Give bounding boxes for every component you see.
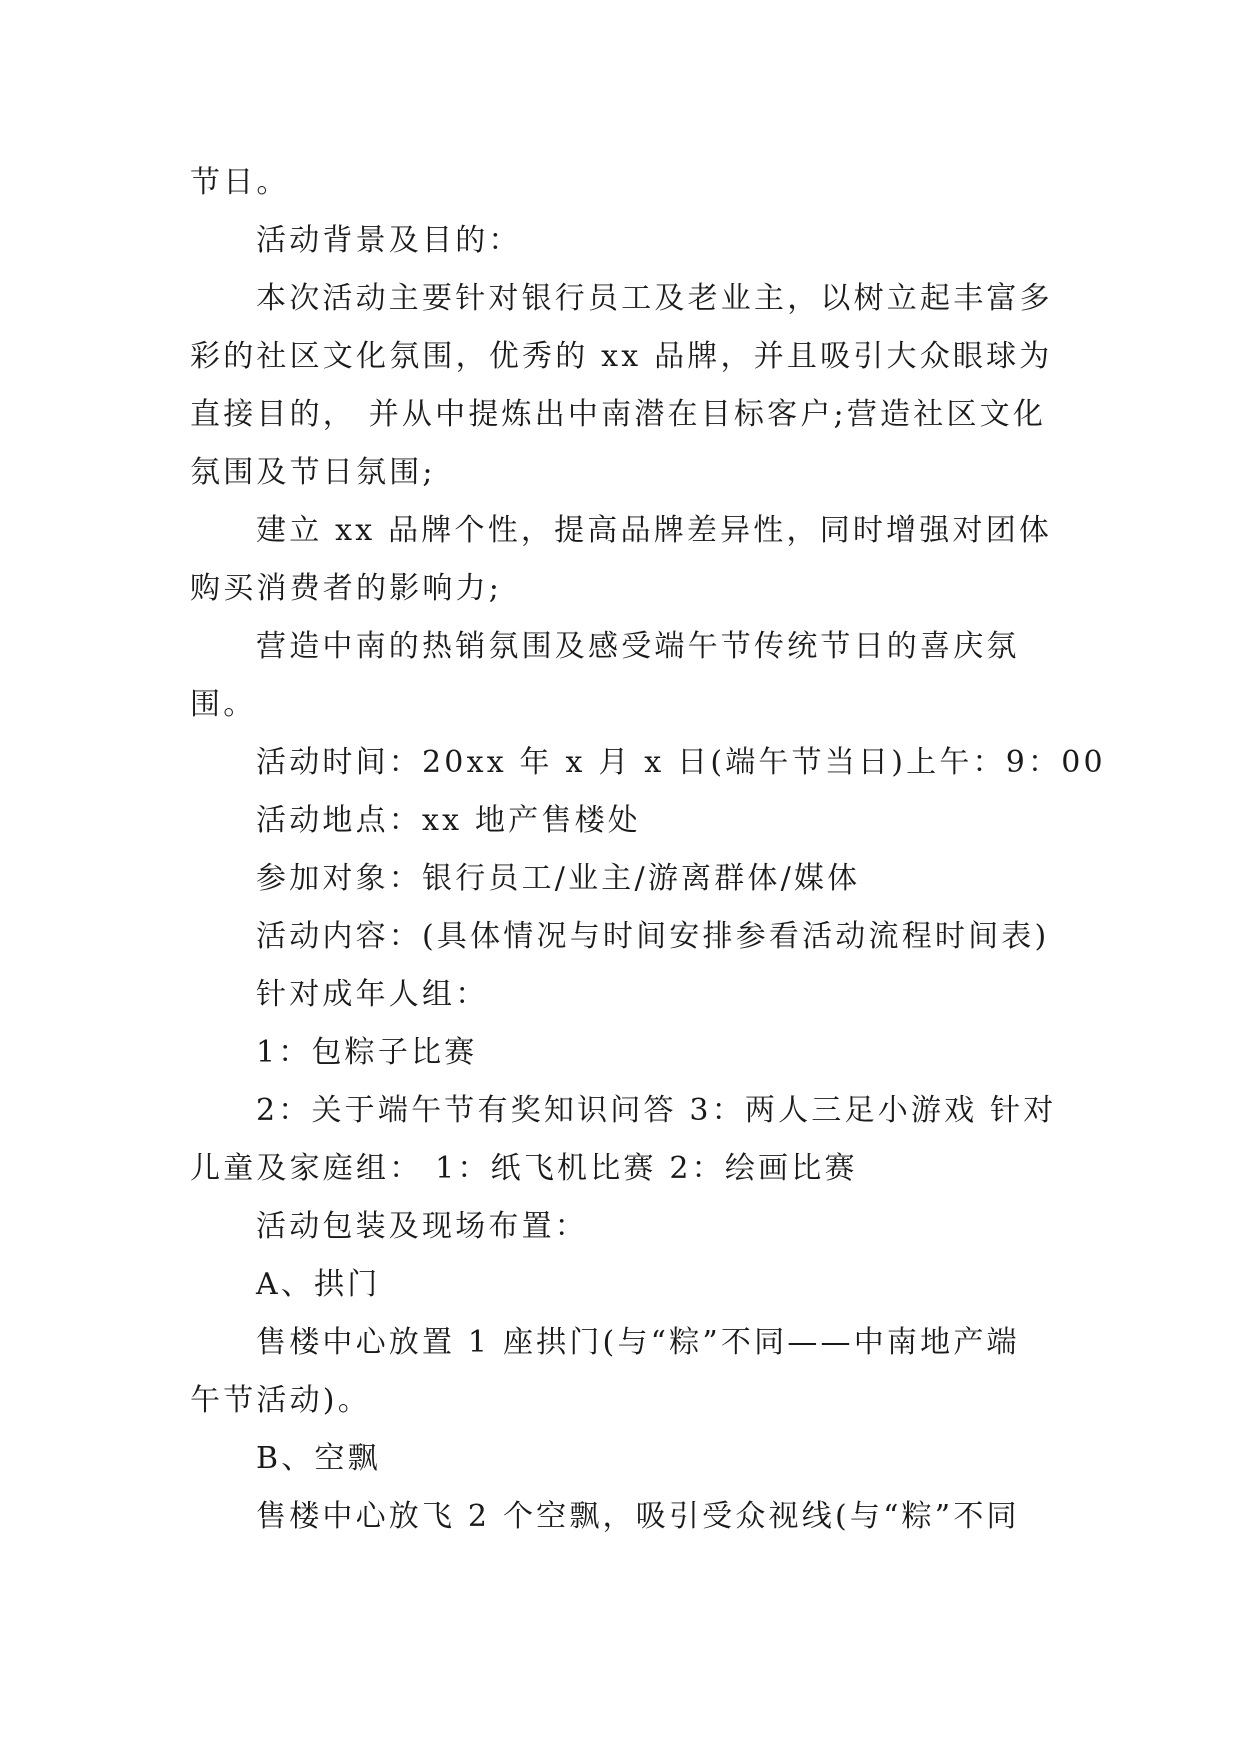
- text-line: 售楼中心放置 1 座拱门(与“粽”不同——中南地产端: [256, 1325, 1020, 1360]
- text-line: 营造中南的热销氛围及感受端午节传统节日的喜庆氛: [256, 629, 1020, 664]
- text-line: 儿童及家庭组： 1：纸飞机比赛 2：绘画比赛: [190, 1151, 858, 1186]
- text-line: 针对成年人组：: [256, 977, 489, 1012]
- text-line: 彩的社区文化氛围，优秀的 xx 品牌，并且吸引大众眼球为: [190, 339, 1053, 374]
- text-line: 节日。: [190, 165, 290, 200]
- text-line: 氛围及节日氛围;: [190, 455, 436, 490]
- text-line: 活动背景及目的：: [256, 223, 522, 258]
- text-line: 围。: [190, 687, 257, 722]
- text-line: 本次活动主要针对银行员工及老业主，以树立起丰富多: [256, 281, 1053, 316]
- text-line: 建立 xx 品牌个性，提高品牌差异性，同时增强对团体: [256, 513, 1053, 548]
- text-line: A、拱门: [256, 1267, 381, 1302]
- text-line: 活动内容：(具体情况与时间安排参看活动流程时间表): [256, 919, 1050, 954]
- text-line: 售楼中心放飞 2 个空飘，吸引受众视线(与“粽”不同: [256, 1499, 1020, 1534]
- text-line: 活动时间：20xx 年 x 月 x 日(端午节当日)上午：9：00: [256, 745, 1106, 780]
- text-line: 活动地点：xx 地产售楼处: [256, 803, 641, 838]
- text-line: 直接目的， 并从中提炼出中南潜在目标客户;营造社区文化: [190, 397, 1047, 432]
- text-line: 2：关于端午节有奖知识问答 3：两人三足小游戏 针对: [256, 1093, 1057, 1128]
- text-line: 参加对象：银行员工/业主/游离群体/媒体: [256, 861, 861, 896]
- document-page: [190, 154, 1106, 1546]
- text-line: 购买消费者的影响力;: [190, 571, 503, 606]
- text-line: 活动包装及现场布置：: [256, 1209, 588, 1244]
- text-line: 午节活动)。: [190, 1383, 371, 1418]
- text-line: 1：包粽子比赛: [256, 1035, 478, 1070]
- text-line: B、空飘: [256, 1441, 381, 1476]
